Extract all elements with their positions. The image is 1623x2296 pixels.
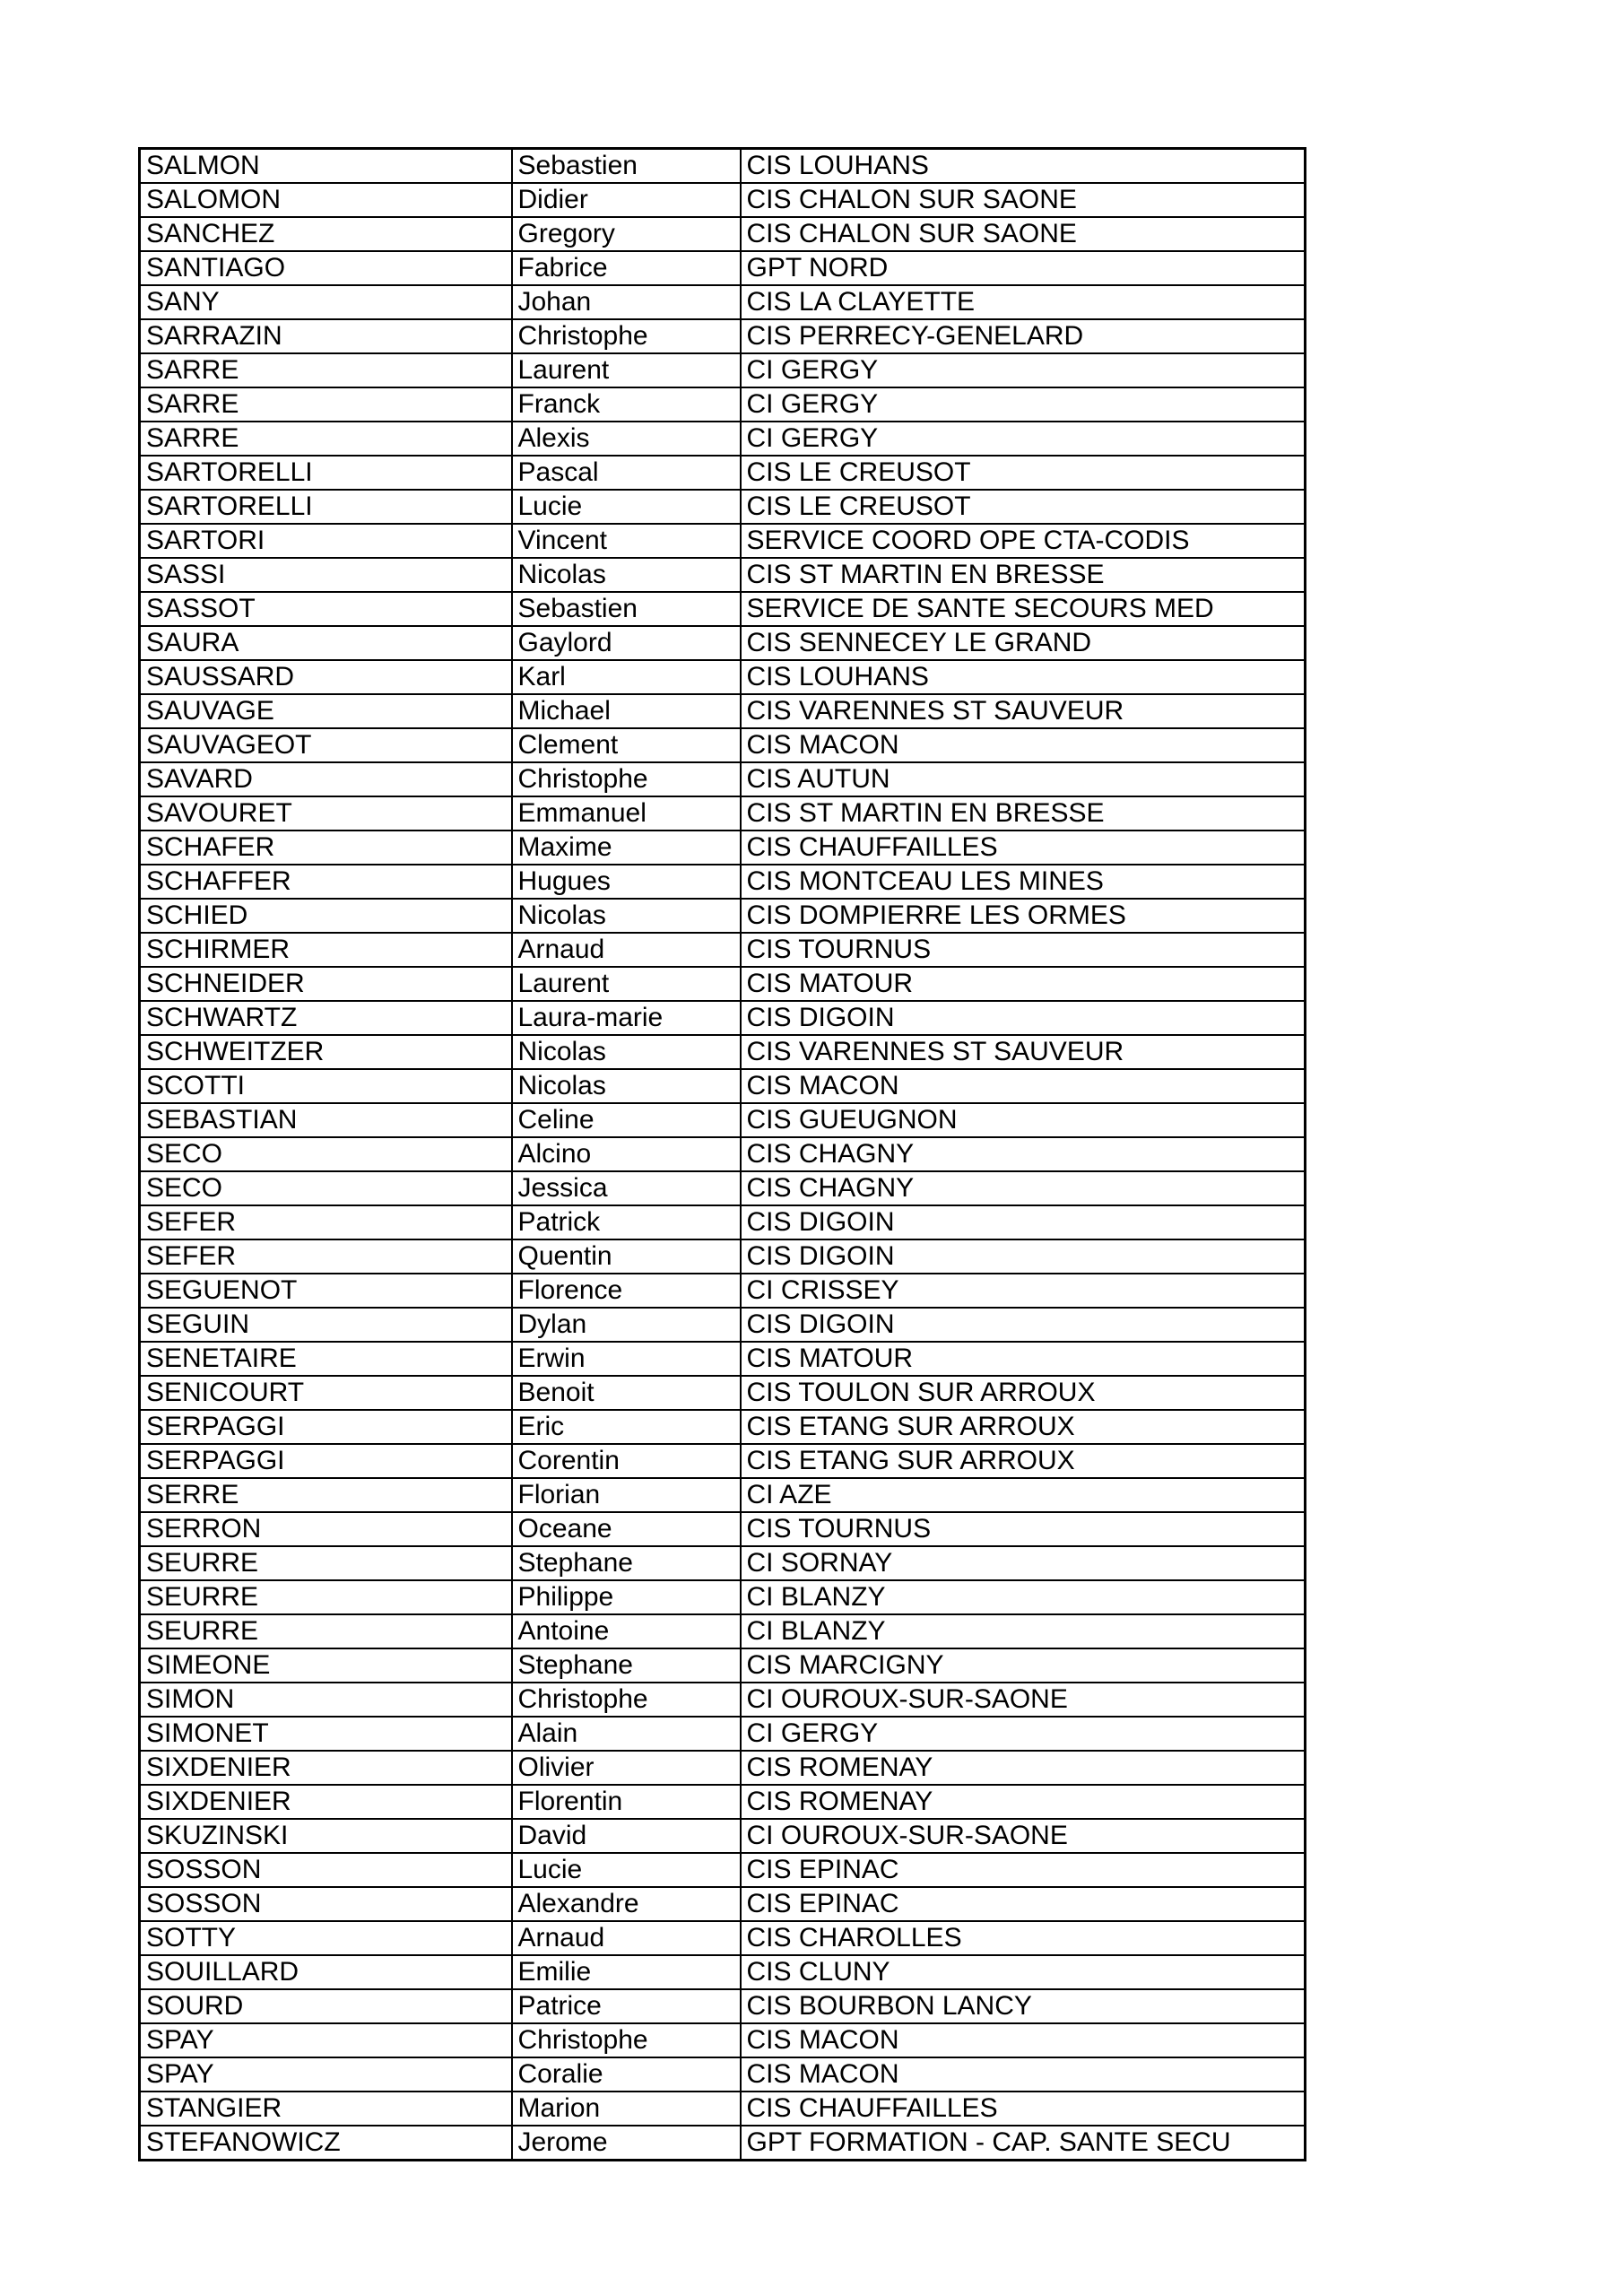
table-row	[140, 1137, 1306, 1171]
unit-cell: SERVICE DE SANTE SECOURS MED	[741, 592, 1306, 626]
unit-cell: CIS MATOUR	[741, 1342, 1306, 1376]
table-row	[140, 1819, 1306, 1853]
first-name-cell: Florian	[512, 1478, 741, 1512]
last-name-cell: SPAY	[140, 2057, 512, 2092]
unit-cell: CI AZE	[741, 1478, 1306, 1512]
unit-cell: CIS ROMENAY	[741, 1751, 1306, 1785]
table-row	[140, 558, 1306, 592]
unit-cell: CIS ST MARTIN EN BRESSE	[741, 558, 1306, 592]
unit-cell: CIS MACON	[741, 2023, 1306, 2057]
last-name-cell: SASSI	[140, 558, 512, 592]
first-name-cell: Sebastien	[512, 149, 741, 184]
last-name-cell: SERRON	[140, 1512, 512, 1546]
last-name-cell: SEURRE	[140, 1546, 512, 1580]
unit-cell: CIS ETANG SUR ARROUX	[741, 1410, 1306, 1444]
table-row	[140, 728, 1306, 762]
last-name-cell: SANTIAGO	[140, 251, 512, 285]
last-name-cell: SANCHEZ	[140, 217, 512, 251]
first-name-cell: Christophe	[512, 2023, 741, 2057]
last-name-cell: SOSSON	[140, 1887, 512, 1921]
last-name-cell: SCOTTI	[140, 1069, 512, 1103]
unit-cell: CI GERGY	[741, 387, 1306, 422]
first-name-cell: Quentin	[512, 1239, 741, 1274]
table-row	[140, 831, 1306, 865]
first-name-cell: Emmanuel	[512, 796, 741, 831]
table-row	[140, 1989, 1306, 2023]
last-name-cell: SARRE	[140, 387, 512, 422]
last-name-cell: SCHWEITZER	[140, 1035, 512, 1069]
first-name-cell: Christophe	[512, 762, 741, 796]
first-name-cell: Arnaud	[512, 1921, 741, 1955]
first-name-cell: Nicolas	[512, 1035, 741, 1069]
first-name-cell: Nicolas	[512, 1069, 741, 1103]
unit-cell: CIS MARCIGNY	[741, 1648, 1306, 1683]
unit-cell: CI BLANZY	[741, 1614, 1306, 1648]
unit-cell: CIS PERRECY-GENELARD	[741, 319, 1306, 353]
last-name-cell: SCHNEIDER	[140, 967, 512, 1001]
table-row	[140, 319, 1306, 353]
table-row	[140, 490, 1306, 524]
last-name-cell: SANY	[140, 285, 512, 319]
last-name-cell: SEURRE	[140, 1580, 512, 1614]
first-name-cell: Jerome	[512, 2126, 741, 2161]
unit-cell: CI BLANZY	[741, 1580, 1306, 1614]
first-name-cell: Johan	[512, 285, 741, 319]
first-name-cell: Erwin	[512, 1342, 741, 1376]
first-name-cell: Franck	[512, 387, 741, 422]
last-name-cell: SAUSSARD	[140, 660, 512, 694]
last-name-cell: SOURD	[140, 1989, 512, 2023]
table-row	[140, 1274, 1306, 1308]
last-name-cell: SEBASTIAN	[140, 1103, 512, 1137]
first-name-cell: Maxime	[512, 831, 741, 865]
first-name-cell: Celine	[512, 1103, 741, 1137]
table-row	[140, 183, 1306, 217]
unit-cell: SERVICE COORD OPE CTA-CODIS	[741, 524, 1306, 558]
unit-cell: CIS MACON	[741, 728, 1306, 762]
unit-cell: CI GERGY	[741, 353, 1306, 387]
unit-cell: CIS LE CREUSOT	[741, 456, 1306, 490]
table-row	[140, 422, 1306, 456]
table-row	[140, 1001, 1306, 1035]
first-name-cell: Gaylord	[512, 626, 741, 660]
last-name-cell: SARRAZIN	[140, 319, 512, 353]
unit-cell: CIS DIGOIN	[741, 1205, 1306, 1239]
table-row	[140, 865, 1306, 899]
table-row	[140, 1887, 1306, 1921]
table-row	[140, 1512, 1306, 1546]
unit-cell: CI GERGY	[741, 422, 1306, 456]
first-name-cell: Marion	[512, 2092, 741, 2126]
unit-cell: CIS CLUNY	[741, 1955, 1306, 1989]
table-row	[140, 694, 1306, 728]
last-name-cell: SAVOURET	[140, 796, 512, 831]
table-row	[140, 1785, 1306, 1819]
unit-cell: CIS CHAROLLES	[741, 1921, 1306, 1955]
first-name-cell: Nicolas	[512, 558, 741, 592]
table-row	[140, 1478, 1306, 1512]
table-row	[140, 626, 1306, 660]
last-name-cell: SENICOURT	[140, 1376, 512, 1410]
table-row	[140, 1171, 1306, 1205]
first-name-cell: Lucie	[512, 490, 741, 524]
first-name-cell: Christophe	[512, 319, 741, 353]
table-row	[140, 149, 1306, 184]
table-row	[140, 1546, 1306, 1580]
table-row	[140, 1683, 1306, 1717]
first-name-cell: Sebastien	[512, 592, 741, 626]
last-name-cell: SEFER	[140, 1205, 512, 1239]
last-name-cell: SIMON	[140, 1683, 512, 1717]
last-name-cell: SIMONET	[140, 1717, 512, 1751]
unit-cell: CIS EPINAC	[741, 1887, 1306, 1921]
last-name-cell: SARTORELLI	[140, 456, 512, 490]
table-row	[140, 796, 1306, 831]
table-row	[140, 762, 1306, 796]
last-name-cell: SEFER	[140, 1239, 512, 1274]
last-name-cell: SCHWARTZ	[140, 1001, 512, 1035]
table-row	[140, 1648, 1306, 1683]
first-name-cell: Florence	[512, 1274, 741, 1308]
unit-cell: CIS CHAGNY	[741, 1171, 1306, 1205]
table-row	[140, 2092, 1306, 2126]
first-name-cell: Hugues	[512, 865, 741, 899]
unit-cell: GPT FORMATION - CAP. SANTE SECU	[741, 2126, 1306, 2161]
table-row	[140, 285, 1306, 319]
last-name-cell: SAURA	[140, 626, 512, 660]
first-name-cell: Clement	[512, 728, 741, 762]
last-name-cell: SARTORELLI	[140, 490, 512, 524]
last-name-cell: SIXDENIER	[140, 1751, 512, 1785]
unit-cell: CI GERGY	[741, 1717, 1306, 1751]
table-row	[140, 1308, 1306, 1342]
first-name-cell: Jessica	[512, 1171, 741, 1205]
unit-cell: CI SORNAY	[741, 1546, 1306, 1580]
last-name-cell: SARRE	[140, 353, 512, 387]
last-name-cell: SALMON	[140, 149, 512, 184]
first-name-cell: Arnaud	[512, 933, 741, 967]
last-name-cell: SOSSON	[140, 1853, 512, 1887]
first-name-cell: Olivier	[512, 1751, 741, 1785]
table-row	[140, 1614, 1306, 1648]
unit-cell: CIS BOURBON LANCY	[741, 1989, 1306, 2023]
unit-cell: CIS CHALON SUR SAONE	[741, 183, 1306, 217]
table-row	[140, 387, 1306, 422]
unit-cell: CIS MATOUR	[741, 967, 1306, 1001]
last-name-cell: SASSOT	[140, 592, 512, 626]
table-row	[140, 2057, 1306, 2092]
first-name-cell: Florentin	[512, 1785, 741, 1819]
table-row	[140, 933, 1306, 967]
unit-cell: CIS CHAUFFAILLES	[741, 2092, 1306, 2126]
unit-cell: CIS LA CLAYETTE	[741, 285, 1306, 319]
table-row	[140, 1342, 1306, 1376]
table-row	[140, 1410, 1306, 1444]
last-name-cell: SARRE	[140, 422, 512, 456]
table-row	[140, 1205, 1306, 1239]
last-name-cell: SAUVAGEOT	[140, 728, 512, 762]
last-name-cell: SEURRE	[140, 1614, 512, 1648]
table-row	[140, 1444, 1306, 1478]
first-name-cell: Laurent	[512, 967, 741, 1001]
unit-cell: CIS MACON	[741, 1069, 1306, 1103]
first-name-cell: Gregory	[512, 217, 741, 251]
last-name-cell: SEGUENOT	[140, 1274, 512, 1308]
last-name-cell: SAUVAGE	[140, 694, 512, 728]
first-name-cell: Nicolas	[512, 899, 741, 933]
first-name-cell: Stephane	[512, 1648, 741, 1683]
table-row	[140, 1239, 1306, 1274]
unit-cell: CIS CHALON SUR SAONE	[741, 217, 1306, 251]
last-name-cell: SERPAGGI	[140, 1444, 512, 1478]
first-name-cell: Laura-marie	[512, 1001, 741, 1035]
last-name-cell: SCHAFFER	[140, 865, 512, 899]
table-row	[140, 1853, 1306, 1887]
first-name-cell: Patrick	[512, 1205, 741, 1239]
table-row	[140, 1103, 1306, 1137]
last-name-cell: SCHIED	[140, 899, 512, 933]
unit-cell: CIS DIGOIN	[741, 1308, 1306, 1342]
unit-cell: CIS TOULON SUR ARROUX	[741, 1376, 1306, 1410]
unit-cell: CIS AUTUN	[741, 762, 1306, 796]
first-name-cell: Oceane	[512, 1512, 741, 1546]
first-name-cell: Pascal	[512, 456, 741, 490]
first-name-cell: Alexis	[512, 422, 741, 456]
unit-cell: CIS VARENNES ST SAUVEUR	[741, 694, 1306, 728]
unit-cell: CI OUROUX-SUR-SAONE	[741, 1819, 1306, 1853]
table-row	[140, 524, 1306, 558]
first-name-cell: Philippe	[512, 1580, 741, 1614]
first-name-cell: Alain	[512, 1717, 741, 1751]
table-row	[140, 2023, 1306, 2057]
last-name-cell: SERPAGGI	[140, 1410, 512, 1444]
unit-cell: CIS MONTCEAU LES MINES	[741, 865, 1306, 899]
first-name-cell: Fabrice	[512, 251, 741, 285]
last-name-cell: SALOMON	[140, 183, 512, 217]
last-name-cell: SECO	[140, 1171, 512, 1205]
unit-cell: CIS TOURNUS	[741, 933, 1306, 967]
first-name-cell: Vincent	[512, 524, 741, 558]
unit-cell: CIS CHAGNY	[741, 1137, 1306, 1171]
table-row	[140, 456, 1306, 490]
last-name-cell: SOTTY	[140, 1921, 512, 1955]
table-row	[140, 217, 1306, 251]
unit-cell: CIS LOUHANS	[741, 660, 1306, 694]
last-name-cell: SECO	[140, 1137, 512, 1171]
unit-cell: GPT NORD	[741, 251, 1306, 285]
table-row	[140, 592, 1306, 626]
first-name-cell: Laurent	[512, 353, 741, 387]
last-name-cell: SAVARD	[140, 762, 512, 796]
last-name-cell: SENETAIRE	[140, 1342, 512, 1376]
last-name-cell: SIMEONE	[140, 1648, 512, 1683]
first-name-cell: Stephane	[512, 1546, 741, 1580]
last-name-cell: SERRE	[140, 1478, 512, 1512]
first-name-cell: Eric	[512, 1410, 741, 1444]
table-row	[140, 967, 1306, 1001]
unit-cell: CIS LE CREUSOT	[741, 490, 1306, 524]
first-name-cell: Alexandre	[512, 1887, 741, 1921]
first-name-cell: Lucie	[512, 1853, 741, 1887]
first-name-cell: Patrice	[512, 1989, 741, 2023]
first-name-cell: Antoine	[512, 1614, 741, 1648]
unit-cell: CIS GUEUGNON	[741, 1103, 1306, 1137]
last-name-cell: SPAY	[140, 2023, 512, 2057]
unit-cell: CIS CHAUFFAILLES	[741, 831, 1306, 865]
table-row	[140, 1717, 1306, 1751]
table-row	[140, 353, 1306, 387]
unit-cell: CI CRISSEY	[741, 1274, 1306, 1308]
last-name-cell: SOUILLARD	[140, 1955, 512, 1989]
unit-cell: CIS DOMPIERRE LES ORMES	[741, 899, 1306, 933]
unit-cell: CIS ST MARTIN EN BRESSE	[741, 796, 1306, 831]
unit-cell: CIS LOUHANS	[741, 149, 1306, 184]
unit-cell: CI OUROUX-SUR-SAONE	[741, 1683, 1306, 1717]
unit-cell: CIS ETANG SUR ARROUX	[741, 1444, 1306, 1478]
table-row	[140, 1035, 1306, 1069]
table-row	[140, 899, 1306, 933]
table-row	[140, 1580, 1306, 1614]
last-name-cell: SEGUIN	[140, 1308, 512, 1342]
table-row	[140, 1955, 1306, 1989]
table-row	[140, 1069, 1306, 1103]
last-name-cell: STEFANOWICZ	[140, 2126, 512, 2161]
unit-cell: CIS MACON	[741, 2057, 1306, 2092]
table-row	[140, 660, 1306, 694]
table-row	[140, 1751, 1306, 1785]
last-name-cell: SCHAFER	[140, 831, 512, 865]
table-row	[140, 2126, 1306, 2161]
first-name-cell: Corentin	[512, 1444, 741, 1478]
table-row	[140, 1376, 1306, 1410]
first-name-cell: Christophe	[512, 1683, 741, 1717]
last-name-cell: SKUZINSKI	[140, 1819, 512, 1853]
first-name-cell: Dylan	[512, 1308, 741, 1342]
unit-cell: CIS VARENNES ST SAUVEUR	[741, 1035, 1306, 1069]
first-name-cell: Benoit	[512, 1376, 741, 1410]
unit-cell: CIS DIGOIN	[741, 1001, 1306, 1035]
first-name-cell: David	[512, 1819, 741, 1853]
first-name-cell: Didier	[512, 183, 741, 217]
unit-cell: CIS SENNECEY LE GRAND	[741, 626, 1306, 660]
personnel-table	[138, 147, 1306, 2161]
table-row	[140, 1921, 1306, 1955]
first-name-cell: Coralie	[512, 2057, 741, 2092]
first-name-cell: Alcino	[512, 1137, 741, 1171]
table-row	[140, 251, 1306, 285]
last-name-cell: SCHIRMER	[140, 933, 512, 967]
unit-cell: CIS ROMENAY	[741, 1785, 1306, 1819]
first-name-cell: Emilie	[512, 1955, 741, 1989]
first-name-cell: Karl	[512, 660, 741, 694]
last-name-cell: SIXDENIER	[140, 1785, 512, 1819]
personnel-table-body	[140, 149, 1306, 2161]
first-name-cell: Michael	[512, 694, 741, 728]
last-name-cell: SARTORI	[140, 524, 512, 558]
unit-cell: CIS DIGOIN	[741, 1239, 1306, 1274]
unit-cell: CIS TOURNUS	[741, 1512, 1306, 1546]
unit-cell: CIS EPINAC	[741, 1853, 1306, 1887]
last-name-cell: STANGIER	[140, 2092, 512, 2126]
